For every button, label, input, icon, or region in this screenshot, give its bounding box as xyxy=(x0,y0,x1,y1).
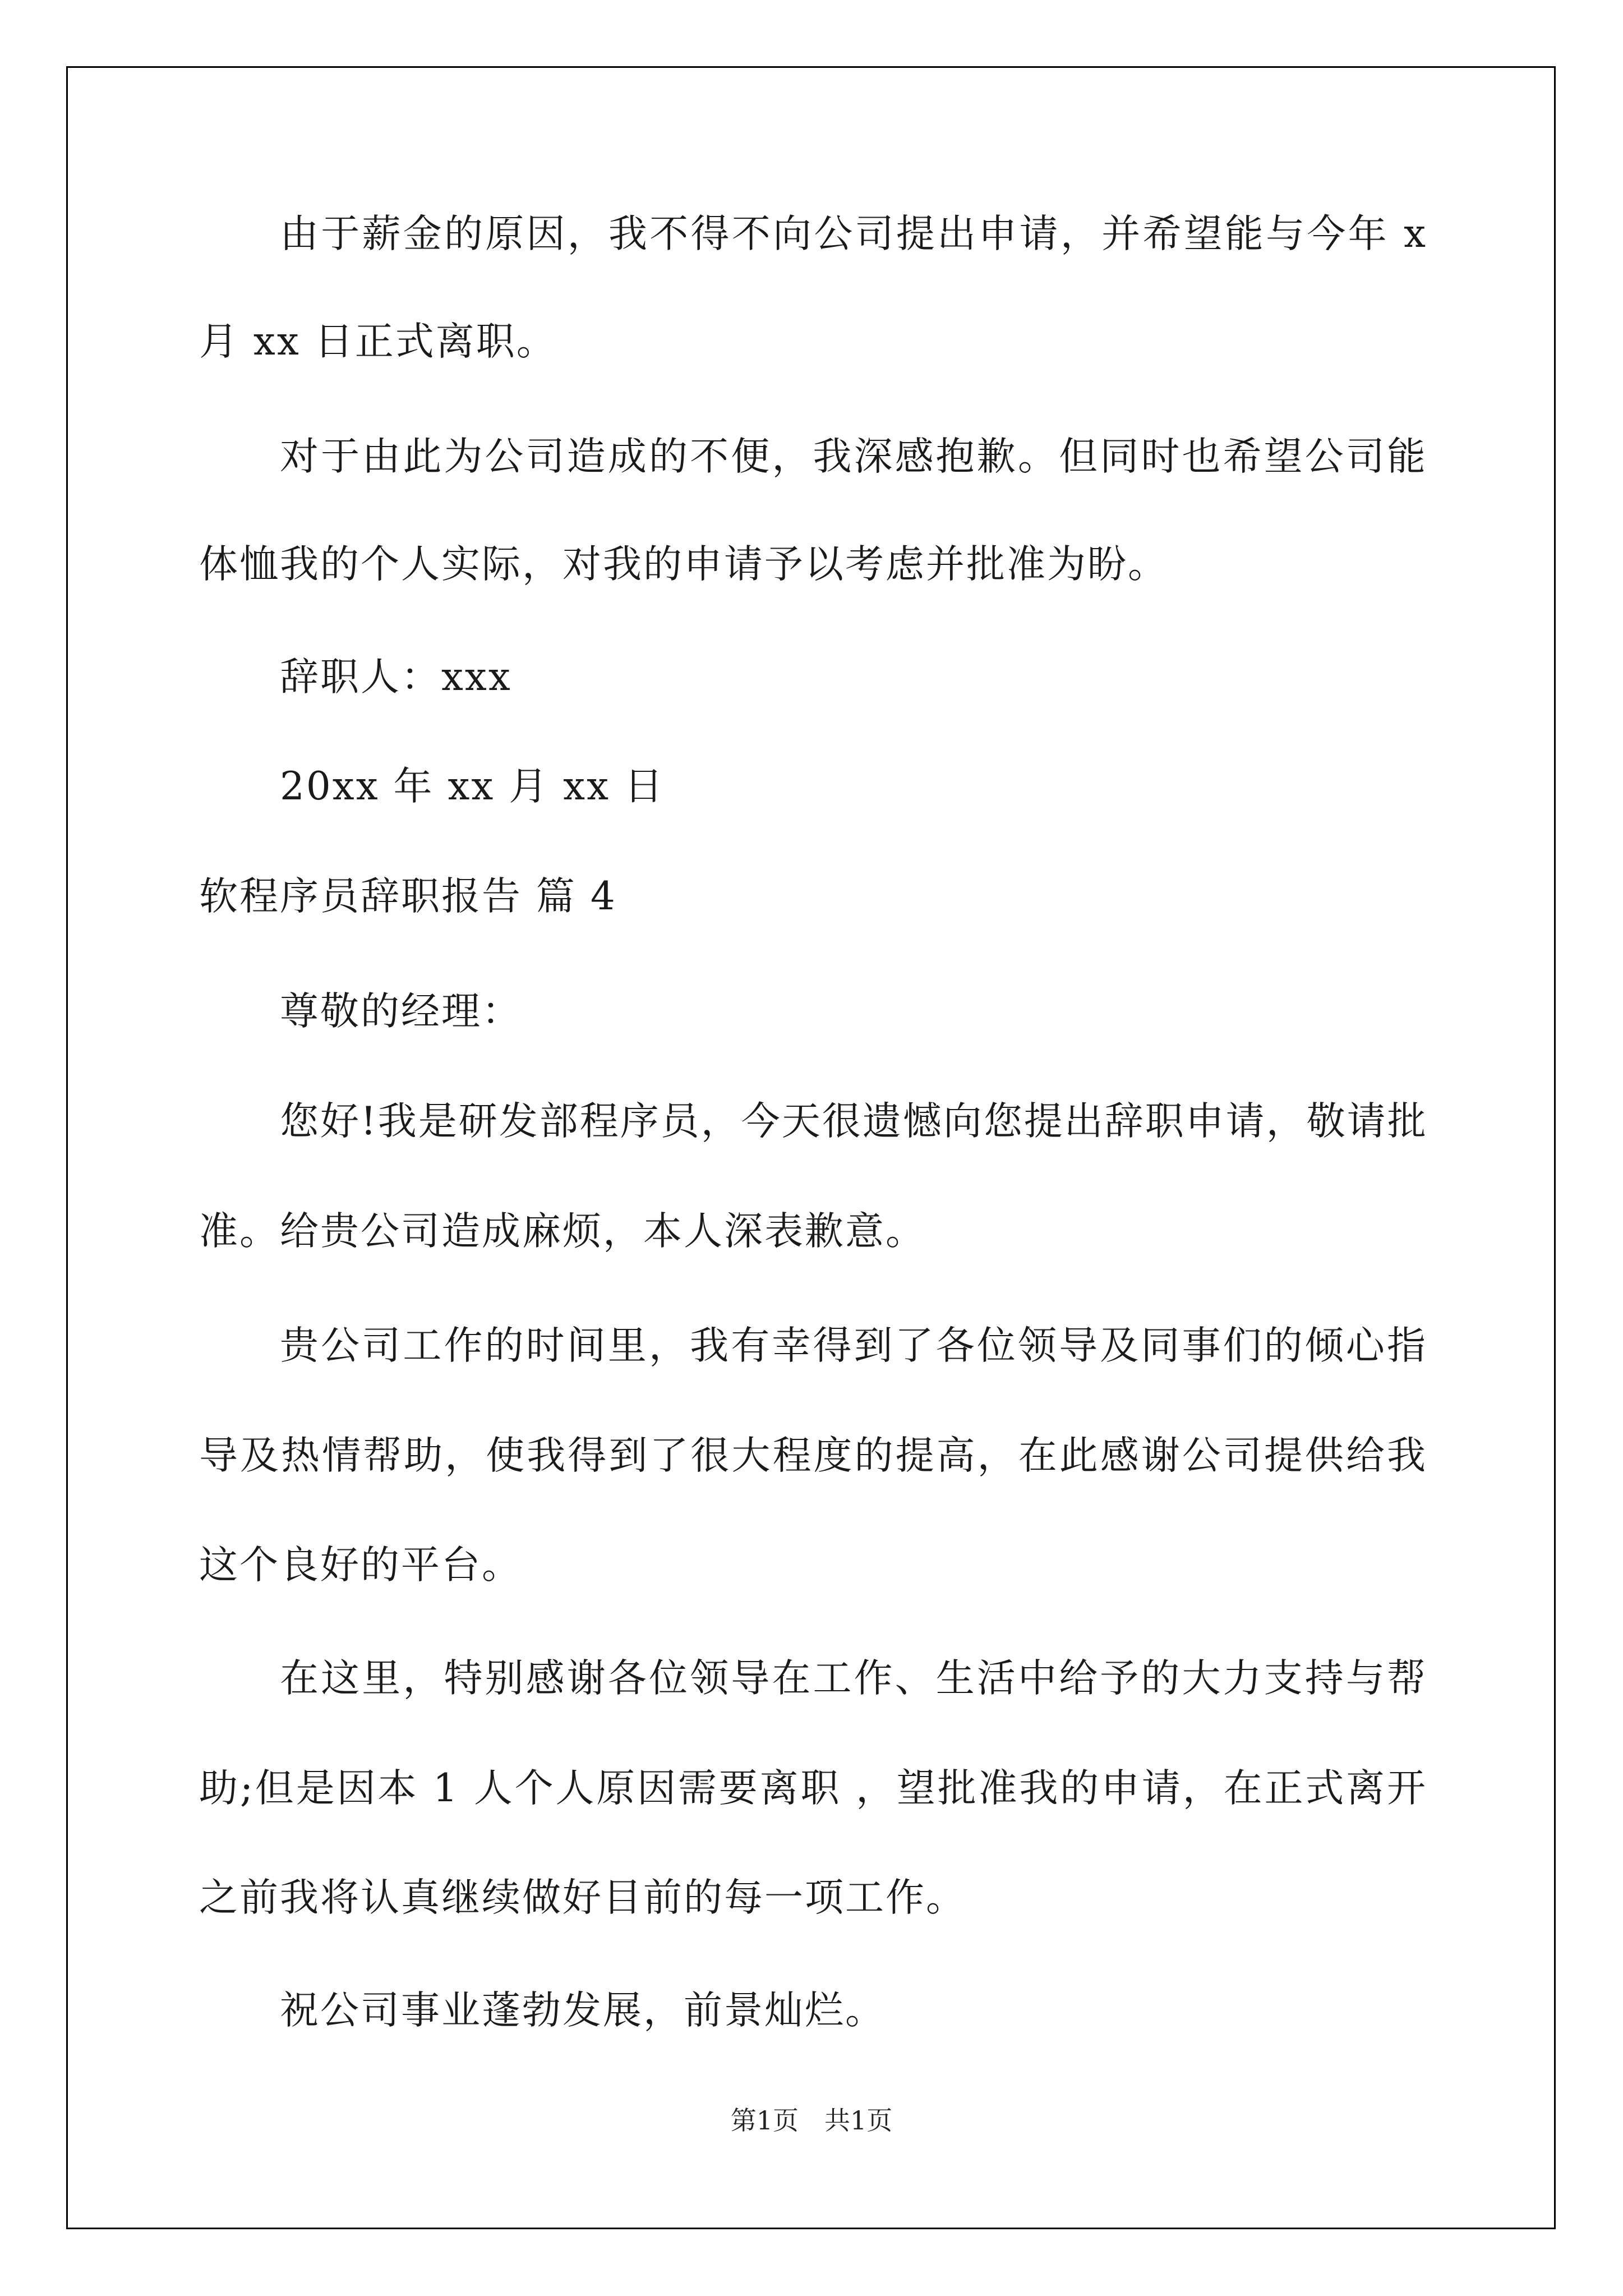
total-pages: 共1页 xyxy=(824,2105,893,2136)
paragraph-greeting-line-2: 准。给贵公司造成麻烦，本人深表歉意。 xyxy=(199,1209,926,1254)
paragraph-reason-line-3: 之前我将认真继续做好目前的每一项工作。 xyxy=(199,1875,966,1920)
closing-wish: 祝公司事业蓬勃发展，前景灿烂。 xyxy=(280,1988,886,2033)
paragraph-reason-line-2: 助;但是因本 1 人个人原因需要离职 ，望批准我的申请，在正式离开 xyxy=(199,1766,1427,1811)
section-heading: 软程序员辞职报告 篇 4 xyxy=(199,874,617,919)
page-footer xyxy=(0,2104,1623,2137)
signature-name: 辞职人：xxx xyxy=(280,655,512,700)
page-number: 第1页 xyxy=(730,2105,799,2136)
signature-date: 20xx 年 xx 月 xx 日 xyxy=(280,764,665,809)
paragraph-greeting-line-1: 您好!我是研发部程序员，今天很遗憾向您提出辞职申请，敬请批 xyxy=(280,1099,1428,1144)
paragraph-apology-line-1: 对于由此为公司造成的不便，我深感抱歉。但同时也希望公司能 xyxy=(280,434,1427,479)
paragraph-reason-line-1: 在这里，特别感谢各位领导在工作、生活中给予的大力支持与帮 xyxy=(280,1656,1427,1701)
paragraph-thanks-line-3: 这个良好的平台。 xyxy=(199,1543,522,1588)
paragraph-thanks-line-2: 导及热情帮助，使我得到了很大程度的提高，在此感谢公司提供给我 xyxy=(199,1433,1427,1478)
salutation: 尊敬的经理： xyxy=(280,989,522,1034)
paragraph-apology-line-2: 体恤我的个人实际，对我的申请予以考虑并批准为盼。 xyxy=(199,542,1168,587)
paragraph-salary-line-2: 月 xx 日正式离职。 xyxy=(199,319,557,364)
paragraph-thanks-line-1: 贵公司工作的时间里，我有幸得到了各位领导及同事们的倾心指 xyxy=(280,1323,1427,1368)
paragraph-salary-line-1: 由于薪金的原因，我不得不向公司提出申请，并希望能与今年 x xyxy=(280,211,1427,256)
